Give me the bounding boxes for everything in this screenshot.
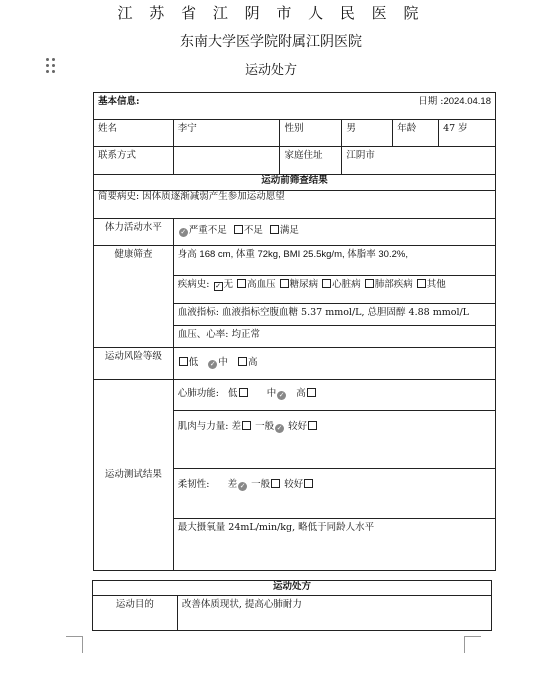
cardio-row (94, 380, 496, 411)
name-row (94, 120, 496, 147)
screening-header-row (94, 175, 496, 191)
checkbox-icon[interactable] (304, 479, 313, 488)
activity-option-2: 不足 (243, 225, 263, 236)
address-value: 江阴市 (342, 147, 496, 175)
checkbox-icon[interactable] (417, 279, 426, 288)
muscle-opt3: 较好 (288, 421, 308, 432)
risk-low: 低 (188, 357, 199, 368)
checkbox-icon[interactable] (308, 421, 317, 430)
checked-icon[interactable]: ✓ (278, 391, 285, 399)
age-label: 年龄 (393, 120, 439, 147)
document-title: 运动处方 (244, 63, 297, 78)
prescription-header-row (93, 581, 492, 596)
contact-value (173, 147, 280, 175)
gender-label: 性别 (280, 120, 342, 147)
flexibility (173, 469, 495, 519)
blood-indicators: 血液指标: 血液指标空腹血糖 5.37 mmol/L, 总胆固醇 4.88 mmol/L (173, 304, 495, 326)
flex-opt1: 差 (227, 479, 238, 490)
risk-row (94, 348, 496, 380)
date-label: 日期 : (418, 96, 444, 107)
checked-icon[interactable]: ✓ (209, 360, 216, 368)
checkbox-icon[interactable] (271, 479, 280, 488)
risk-high: 高 (247, 357, 258, 368)
prescription-section-title: 运动处方 (93, 581, 492, 596)
drag-handle-icon[interactable] (46, 58, 58, 74)
body-metrics: 身高 168 cm, 体重 72kg, BMI 25.5kg/m, 体脂率 30.2%, (173, 246, 495, 276)
disease-option: 糖尿病 (289, 279, 319, 290)
cardio-low: 低 (228, 388, 238, 399)
muscle-strength (173, 411, 495, 469)
disease-option: 心脏病 (332, 279, 361, 290)
muscle-opt1: 差 (231, 421, 242, 432)
checkbox-icon[interactable] (322, 279, 331, 288)
checked-icon[interactable]: ✓ (276, 424, 283, 432)
checked-icon[interactable]: ✓ (239, 482, 246, 490)
activity-row (94, 219, 496, 246)
checked-icon[interactable]: ✓ (180, 228, 187, 236)
address-label: 家庭住址 (280, 147, 342, 175)
checkbox-icon[interactable] (237, 279, 246, 288)
muscle-opt2: 一般 (255, 421, 275, 432)
cardio-function (173, 380, 495, 411)
cardio-mid: 中 (266, 388, 277, 399)
brief-history: 简要病史: 因体质逐渐减弱产生参加运动愿望 (94, 191, 496, 219)
exercise-test-label: 运动测试结果 (94, 380, 174, 571)
gender-value: 男 (342, 120, 393, 147)
risk-options (173, 348, 495, 380)
checkbox-icon[interactable] (234, 225, 243, 234)
disease-option: 其他 (426, 279, 446, 290)
body-metrics-row (94, 246, 496, 276)
checkbox-icon[interactable] (307, 388, 316, 397)
prescription-table (93, 92, 496, 571)
age-value: 47 岁 (439, 120, 496, 147)
hospital-name: 江 苏 省 江 阴 市 人 民 医 院 (117, 4, 425, 22)
checkbox-icon[interactable] (239, 388, 248, 397)
basic-info-cell (94, 93, 496, 120)
cardio-high: 高 (296, 388, 306, 399)
goal-row (93, 596, 492, 631)
prescription-section-table (92, 580, 492, 631)
page-corner-mark (464, 636, 481, 653)
checkbox-icon[interactable] (270, 225, 279, 234)
date-field (418, 96, 491, 107)
checkbox-icon[interactable] (365, 279, 374, 288)
date-value: 2024.04.18 (443, 96, 491, 107)
basic-info-label: 基本信息: (98, 96, 140, 107)
vo2max: 最大摄氧量 24mL/min/kg, 略低于同龄人水平 (173, 519, 495, 571)
flex-label: 柔韧性: (177, 479, 210, 490)
contact-row (94, 147, 496, 175)
activity-option-3: 满足 (279, 225, 299, 236)
contact-label: 联系方式 (94, 147, 174, 175)
flex-opt2: 一般 (251, 479, 271, 490)
checkbox-icon[interactable] (242, 421, 251, 430)
muscle-label: 肌肉与力量: (177, 421, 229, 432)
disease-option: 无 (223, 279, 234, 290)
affiliate-name: 东南大学医学院附属江阴医院 (180, 34, 362, 50)
checkbox-icon[interactable] (179, 357, 188, 366)
goal-label: 运动目的 (93, 596, 178, 631)
basic-info-row (94, 93, 496, 120)
disease-option: 肺部疾病 (374, 279, 413, 290)
cardio-label: 心肺功能: (177, 388, 219, 399)
health-screening-label: 健康筛查 (94, 246, 174, 348)
disease-option: 高血压 (247, 279, 276, 290)
bp-heart-rate: 血压、心率: 均正常 (173, 326, 495, 348)
activity-level-label: 体力活动水平 (94, 219, 174, 246)
disease-history (173, 276, 495, 304)
checkbox-checked-icon[interactable]: ✓ (215, 282, 221, 290)
screening-section-title: 运动前筛查结果 (94, 175, 496, 191)
page-corner-mark (66, 636, 83, 653)
disease-label: 疾病史: (177, 279, 210, 290)
activity-options (173, 219, 495, 246)
activity-option-1: 严重不足 (188, 225, 227, 236)
checkbox-icon[interactable] (238, 357, 247, 366)
flex-opt3: 较好 (284, 479, 304, 490)
name-value: 李宁 (173, 120, 280, 147)
risk-mid: 中 (218, 357, 228, 368)
goal-value: 改善体质现状, 提高心肺耐力 (177, 596, 491, 631)
name-label: 姓名 (94, 120, 174, 147)
history-row (94, 191, 496, 219)
risk-level-label: 运动风险等级 (94, 348, 174, 380)
checkbox-icon[interactable] (280, 279, 289, 288)
